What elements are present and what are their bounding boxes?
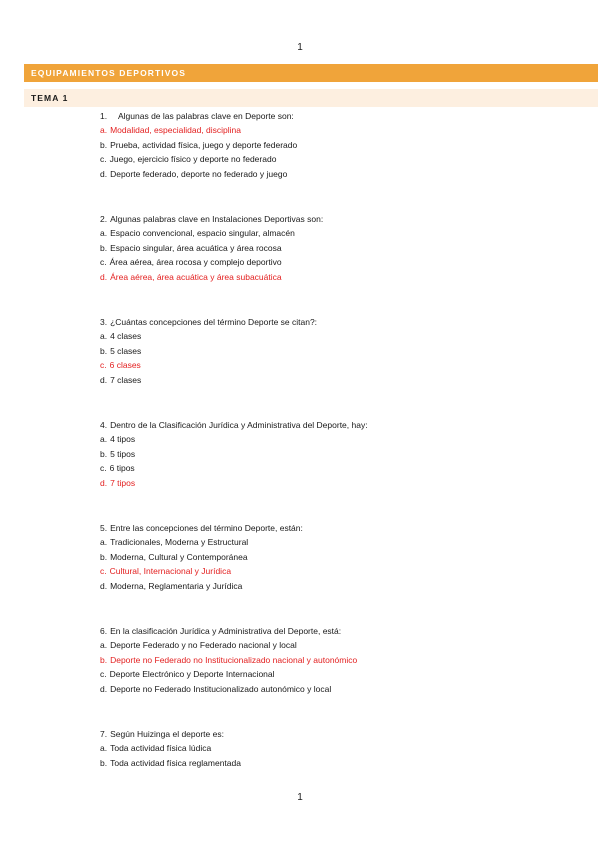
option-text: 5 clases (110, 345, 142, 356)
answer-option (100, 167, 580, 182)
option-text: 7 clases (110, 374, 142, 385)
option-text: Toda actividad física lúdica (110, 743, 212, 753)
page-number-top: 1 (297, 42, 303, 53)
option-text: Área aérea, área rocosa y complejo deportivo (109, 257, 282, 267)
answer-option-correct (100, 476, 580, 491)
option-letter: c. (100, 566, 107, 576)
option-letter: d. (100, 374, 108, 385)
question-block (100, 109, 580, 181)
option-text: Deporte Federado y no Federado nacional y local (110, 640, 297, 650)
option-letter: a. (100, 331, 108, 341)
question-text (100, 418, 580, 432)
question-block (100, 418, 580, 490)
question-number: 1. (100, 111, 108, 121)
option-letter: c. (100, 154, 107, 164)
question-label: ¿Cuántas concepciones del término Deporte se citan?: (110, 317, 318, 327)
option-text: 5 tipos (110, 448, 136, 459)
option-letter: b. (100, 139, 108, 150)
question-number: 5. (100, 523, 108, 533)
option-text: Toda actividad física reglamentada (110, 757, 241, 768)
option-text: Prueba, actividad física, juego y deporte federado (110, 139, 298, 150)
option-text: 7 tipos (110, 477, 136, 488)
option-letter: a. (100, 640, 108, 650)
option-letter: a. (100, 743, 108, 753)
question-text (100, 521, 580, 535)
question-label: En la clasificación Jurídica y Administrativa del Deporte, está: (110, 626, 342, 636)
question-block (100, 624, 580, 696)
question-number: 7. (100, 729, 108, 739)
answer-option-correct (100, 270, 580, 285)
option-text: Deporte Electrónico y Deporte Internacional (109, 669, 275, 679)
page-number-bottom: 1 (297, 792, 303, 803)
option-letter: c. (100, 669, 107, 679)
option-letter: d. (100, 271, 108, 282)
option-text: Cultural, Internacional y Jurídica (109, 566, 232, 576)
answer-option-correct (100, 653, 580, 668)
option-letter: b. (100, 345, 108, 356)
question-number: 2. (100, 214, 108, 224)
answer-option (100, 241, 580, 256)
subsection-title-banner: TEMA 1 (24, 89, 598, 107)
option-text: Modalidad, especialidad, disciplina (110, 125, 241, 135)
option-letter: c. (100, 360, 107, 370)
option-text: 4 tipos (110, 434, 136, 444)
option-text: Espacio singular, área acuática y área rocosa (110, 242, 282, 253)
question-label: Algunas palabras clave en Instalaciones Deportivas son: (110, 214, 324, 224)
answer-option (100, 461, 580, 476)
answer-option-correct (100, 358, 580, 373)
option-letter: a. (100, 228, 108, 238)
option-text: Juego, ejercicio físico y deporte no federado (109, 154, 277, 164)
answer-option (100, 373, 580, 388)
answer-option (100, 682, 580, 697)
question-block (100, 727, 580, 770)
question-text (100, 315, 580, 329)
answer-option (100, 226, 580, 241)
question-label: Algunas de las palabras clave en Deporte son: (118, 111, 294, 121)
option-letter: b. (100, 448, 108, 459)
question-block (100, 521, 580, 593)
answer-option (100, 152, 580, 167)
question-text (100, 109, 580, 123)
question-label: Según Huizinga el deporte es: (110, 729, 224, 739)
option-letter: a. (100, 434, 108, 444)
question-number: 3. (100, 317, 108, 327)
option-letter: d. (100, 168, 108, 179)
option-text: 6 tipos (109, 463, 135, 473)
option-text: Moderna, Reglamentaria y Jurídica (110, 580, 243, 591)
answer-option (100, 255, 580, 270)
question-number: 6. (100, 626, 108, 636)
option-letter: c. (100, 463, 107, 473)
question-block (100, 315, 580, 387)
answer-option (100, 667, 580, 682)
answer-option (100, 741, 580, 756)
option-text: Moderna, Cultural y Contemporánea (110, 551, 248, 562)
question-label: Entre las concepciones del término Deporte, están: (110, 523, 303, 533)
answer-option (100, 432, 580, 447)
question-block (100, 212, 580, 284)
answer-option-correct (100, 123, 580, 138)
answer-option (100, 138, 580, 153)
answer-option (100, 638, 580, 653)
option-text: Deporte no Federado Institucionalizado autonómico y local (110, 683, 332, 694)
option-letter: a. (100, 537, 108, 547)
option-letter: b. (100, 551, 108, 562)
option-letter: d. (100, 477, 108, 488)
option-letter: b. (100, 757, 108, 768)
answer-option (100, 756, 580, 771)
answer-option (100, 447, 580, 462)
option-text: Deporte federado, deporte no federado y juego (110, 168, 288, 179)
option-letter: d. (100, 683, 108, 694)
option-text: 6 clases (109, 360, 141, 370)
option-text: Área aérea, área acuática y área subacuática (110, 271, 282, 282)
question-number: 4. (100, 420, 108, 430)
option-text: Tradicionales, Moderna y Estructural (110, 537, 249, 547)
option-letter: d. (100, 580, 108, 591)
answer-option-correct (100, 564, 580, 579)
section-title-banner: EQUIPAMIENTOS DEPORTIVOS (24, 64, 598, 82)
question-text (100, 212, 580, 226)
option-text: Deporte no Federado no Institucionalizado nacional y autonómico (110, 654, 358, 665)
option-text: 4 clases (110, 331, 142, 341)
option-letter: b. (100, 242, 108, 253)
question-text (100, 624, 580, 638)
answer-option (100, 344, 580, 359)
question-label: Dentro de la Clasificación Jurídica y Administrativa del Deporte, hay: (110, 420, 368, 430)
answer-option (100, 579, 580, 594)
question-list (100, 109, 580, 801)
answer-option (100, 535, 580, 550)
answer-option (100, 329, 580, 344)
answer-option (100, 550, 580, 565)
option-letter: b. (100, 654, 108, 665)
option-text: Espacio convencional, espacio singular, almacén (110, 228, 295, 238)
question-text (100, 727, 580, 741)
option-letter: c. (100, 257, 107, 267)
option-letter: a. (100, 125, 108, 135)
